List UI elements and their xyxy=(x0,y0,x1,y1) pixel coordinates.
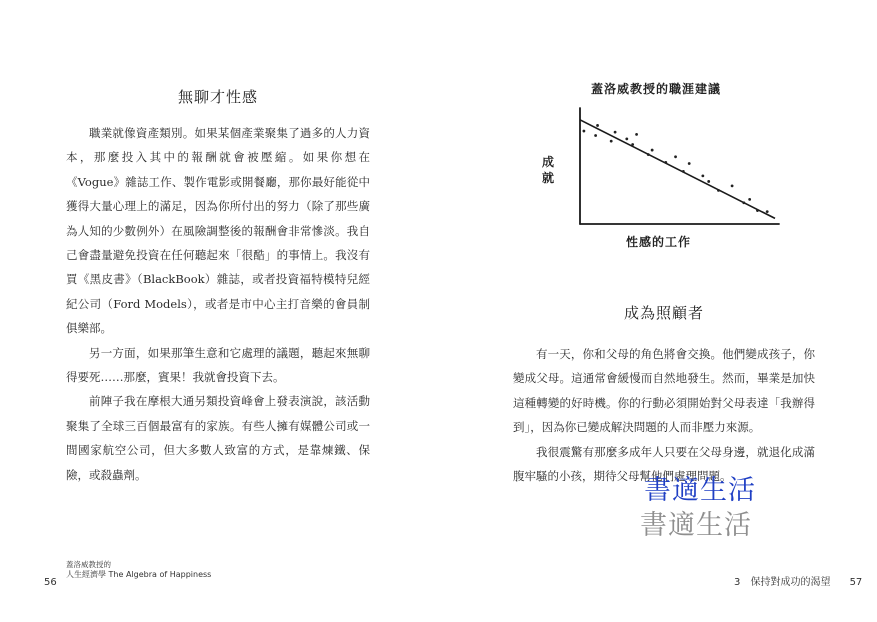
chart-point xyxy=(688,162,691,165)
chart-point xyxy=(594,134,597,137)
chart-point xyxy=(596,124,599,127)
chart-point xyxy=(635,133,638,136)
book-title-line1: 蓋洛威教授的 xyxy=(66,560,111,569)
paragraph: 職業就像資產類別。如果某個產業聚集了過多的人力資本，那麼投入其中的報酬就會被壓縮。如果你想在《Vogue》雜誌工作、製作電影或開餐廳，那你最好能從中獲得大量心理上的滿足，因為你所付出的努力（除了那些廣為人知的少數例外）在風險調整後的報酬會非常慘淡。我自己會盡量避免投資在任何聽起來「很酷」的事情上。我沒有買《黑皮書》（BlackBook）雜誌，或者投資福特模特兒經紀公司（Ford Models），或者是市中心主打音樂的會員制俱樂部。 xyxy=(66,126,370,336)
chart-point xyxy=(707,180,710,183)
career-advice-chart xyxy=(563,104,783,229)
chart-point xyxy=(748,198,751,201)
chart-point xyxy=(717,189,720,192)
chart-point xyxy=(651,149,654,152)
paragraph: 另一方面，如果那筆生意和它處理的議題，聽起來無聊得要死……那麼，賓果！我就會投資下去。 xyxy=(66,345,370,385)
paragraph: 前陣子我在摩根大通另類投資峰會上發表演說，該活動聚集了全球三百個最富有的家族。有些人擁有媒體公司或一間國家航空公司，但大多數人致富的方式，是靠煉鐵、保險，或殺蟲劑。 xyxy=(66,394,370,482)
right-body-text xyxy=(513,342,815,488)
chart-point xyxy=(614,131,617,134)
chapter-number: 3 xyxy=(734,577,741,588)
page-number: 57 xyxy=(849,577,863,588)
chart-point xyxy=(682,170,685,173)
chart-point xyxy=(631,143,634,146)
paragraph: 有一天，你和父母的角色將會交換。他們變成孩子，你變成父母。這通常會緩慢而自然地發生。然而，畢業是加快這種轉變的好時機。你的行動必須開始對父母表達「我辦得到」，因為你已變成解決問題的人而非壓力來源。 xyxy=(513,347,815,435)
running-footer-chapter xyxy=(734,570,862,589)
chart-point xyxy=(664,161,667,164)
chart-marks xyxy=(580,108,779,224)
chart-point xyxy=(610,140,613,143)
chart-title: 蓋洛威教授的職涯建議 xyxy=(591,82,722,96)
chart-point xyxy=(742,201,745,204)
chart-point xyxy=(647,153,650,156)
book-title-line2: 人生經濟學 The Algebra of Happiness xyxy=(66,569,212,579)
left-page-number-wrap xyxy=(44,570,57,589)
watermark-text-gray: 書適生活 xyxy=(640,510,752,541)
chart-point xyxy=(625,137,628,140)
chapter-title: 保持對成功的渴望 xyxy=(750,577,831,588)
chart-point xyxy=(731,185,734,188)
section-heading-become-caregiver: 成為照顧者 xyxy=(624,304,705,322)
chart-point xyxy=(583,130,586,133)
chart-point xyxy=(766,210,769,213)
left-body-text xyxy=(66,121,370,487)
chart-point xyxy=(701,174,704,177)
chart-x-axis-label: 性感的工作 xyxy=(626,235,692,249)
chart-trend-line xyxy=(580,120,775,219)
chart-y-axis-label: 成就 xyxy=(541,155,554,185)
running-footer-book-title xyxy=(66,560,211,579)
left-page xyxy=(0,0,438,622)
chart-point xyxy=(674,155,677,158)
section-heading-boring-is-sexy: 無聊才性感 xyxy=(178,88,259,106)
page-number: 56 xyxy=(44,577,57,588)
paragraph: 我很震驚有那麼多成年人只要在父母身邊，就退化成滿腹牢騷的小孩，期待父母幫他們處理問題。 xyxy=(513,444,815,484)
watermark-text-blue: 書適生活 xyxy=(644,475,756,506)
chart-point xyxy=(756,209,759,212)
